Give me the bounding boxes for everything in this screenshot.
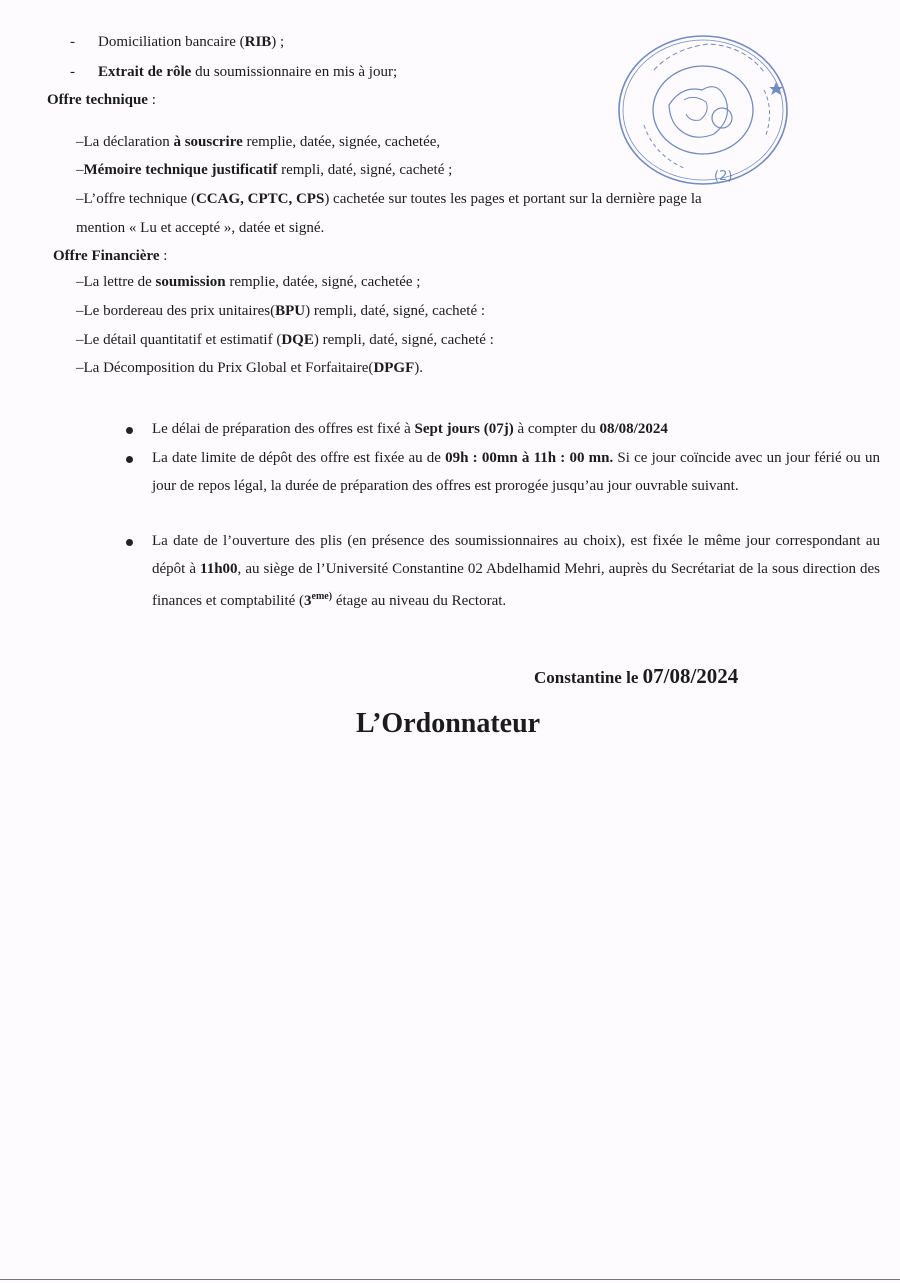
offre-technique-line-2: –Mémoire technique justificatif rempli, daté, signé, cacheté ;: [76, 162, 453, 178]
bullet-dot: [126, 427, 133, 434]
offre-financiere-heading: Offre Financière :: [53, 248, 168, 264]
offre-technique-heading: Offre technique :: [47, 92, 156, 108]
list-dash: -: [70, 34, 75, 50]
bullet-delai: Le délai de préparation des offres est fixé à Sept jours (07j) à compter du 08/08/2024: [152, 421, 668, 437]
signature-place-date: Constantine le 07/08/2024: [534, 664, 739, 688]
offre-financiere-line-1: –La lettre de soumission remplie, datée, signé, cachetée ;: [76, 274, 421, 290]
list-dash: -: [70, 64, 75, 80]
bullet-dot: [126, 539, 133, 546]
page-bottom-rule: [0, 1279, 900, 1280]
list-item-rib: Domiciliation bancaire (RIB) ;: [98, 34, 285, 50]
bullet-ouverture-plis: La date de l’ouverture des plis (en présence des soumissionnaires au choix), est fixée le même jour correspondant au dépôt à 11h00, au siège de l’Université Constantine 02 Abdelhamid Mehri, auprès du Secrétariat de la sous direction des finances et comptabilité ($3^{eme)}$ étage au niveau du Rectorat.: [152, 533, 880, 609]
offre-technique-line-3: –L’offre technique (CCAG, CPTC, CPS) cachetée sur toutes les pages et portant sur la dernière page la: [76, 191, 702, 207]
list-item-extrait: Extrait de rôle du soumissionnaire en mis à jour;: [98, 64, 398, 80]
bullet-date-limite: La date limite de dépôt des offre est fixée au de 09h : 00mn à 11h : 00 mn. Si ce jour coïncide avec un jour férié ou un jour de repos légal, la durée de préparation des offres est prorogée jusqu’au jour ouvrable suivant.: [152, 450, 880, 494]
offre-financiere-line-4: –La Décomposition du Prix Global et Forfaitaire(DPGF).: [76, 360, 424, 376]
offre-technique-line-3-cont: mention « Lu et accepté », datée et signé.: [76, 220, 325, 236]
offre-technique-line-1: –La déclaration à souscrire remplie, datée, signée, cachetée,: [76, 134, 441, 150]
signatory-title: L’Ordonnateur: [356, 708, 541, 739]
offre-financiere-line-2: –Le bordereau des prix unitaires(BPU) rempli, daté, signé, cacheté :: [76, 303, 486, 319]
bullet-dot: [126, 456, 133, 463]
offre-financiere-line-3: –Le détail quantitatif et estimatif (DQE) rempli, daté, signé, cacheté :: [76, 332, 494, 348]
official-seal-stamp: [614, 30, 792, 190]
stamp-number: (2): [714, 169, 733, 184]
